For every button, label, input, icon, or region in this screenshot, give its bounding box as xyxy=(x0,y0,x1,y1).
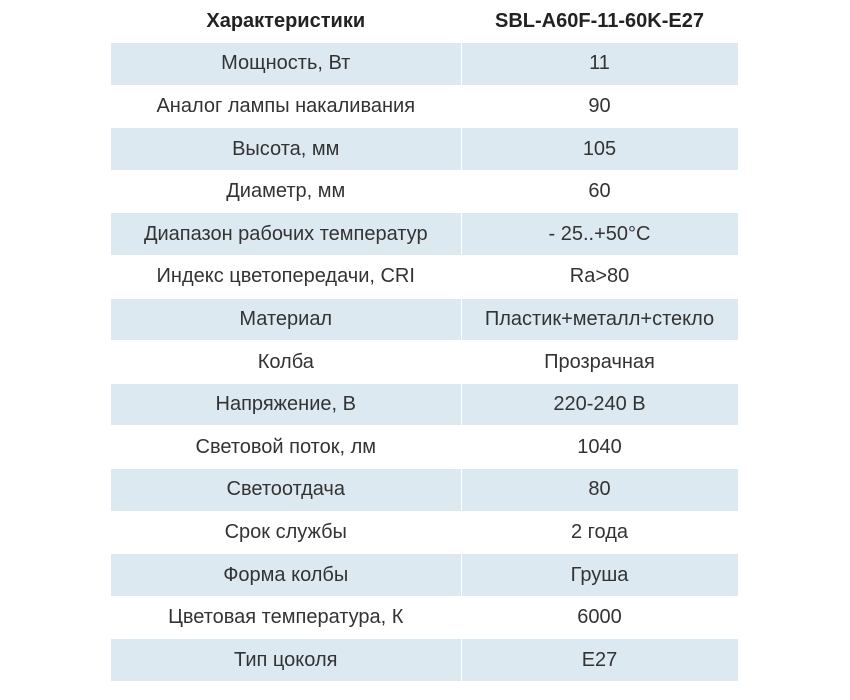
spec-name-cell: Диапазон рабочих температур xyxy=(111,213,461,256)
table-row xyxy=(111,554,738,597)
table-row xyxy=(111,639,738,682)
spec-value-cell: Прозрачная xyxy=(461,341,738,384)
table-row xyxy=(111,341,738,384)
spec-name-cell: Тип цоколя xyxy=(111,639,461,682)
spec-name-cell: Световой поток, лм xyxy=(111,426,461,469)
specifications-table xyxy=(111,0,739,682)
table-row xyxy=(111,426,738,469)
table-row xyxy=(111,43,738,86)
header-characteristics: Характеристики xyxy=(111,0,461,43)
spec-value-cell: Груша xyxy=(461,554,738,597)
table-row xyxy=(111,128,738,171)
spec-name-cell: Индекс цветопередачи, CRI xyxy=(111,256,461,299)
spec-value-cell: - 25..+50°C xyxy=(461,213,738,256)
spec-value-cell: 2 года xyxy=(461,511,738,554)
table-row xyxy=(111,469,738,512)
table-row xyxy=(111,256,738,299)
table-row xyxy=(111,85,738,128)
spec-value-cell: 220-240 В xyxy=(461,383,738,426)
spec-name-cell: Материал xyxy=(111,298,461,341)
table-row xyxy=(111,213,738,256)
spec-name-cell: Аналог лампы накаливания xyxy=(111,85,461,128)
table-row xyxy=(111,383,738,426)
spec-value-cell: Пластик+металл+стекло xyxy=(461,298,738,341)
spec-name-cell: Высота, мм xyxy=(111,128,461,171)
spec-value-cell: Ra>80 xyxy=(461,256,738,299)
header-model: SBL-A60F-11-60K-E27 xyxy=(461,0,738,43)
spec-value-cell: 90 xyxy=(461,85,738,128)
spec-value-cell: 11 xyxy=(461,43,738,86)
specifications-table-body xyxy=(111,0,738,682)
spec-value-cell: E27 xyxy=(461,639,738,682)
spec-name-cell: Срок службы xyxy=(111,511,461,554)
spec-value-cell: 105 xyxy=(461,128,738,171)
table-row xyxy=(111,596,738,639)
spec-name-cell: Цветовая температура, К xyxy=(111,596,461,639)
spec-name-cell: Мощность, Вт xyxy=(111,43,461,86)
spec-value-cell: 6000 xyxy=(461,596,738,639)
spec-name-cell: Напряжение, В xyxy=(111,383,461,426)
spec-name-cell: Светоотдача xyxy=(111,469,461,512)
table-header-row xyxy=(111,0,738,43)
spec-name-cell: Диаметр, мм xyxy=(111,170,461,213)
spec-value-cell: 1040 xyxy=(461,426,738,469)
spec-name-cell: Форма колбы xyxy=(111,554,461,597)
table-row xyxy=(111,170,738,213)
table-row xyxy=(111,298,738,341)
table-row xyxy=(111,511,738,554)
spec-value-cell: 60 xyxy=(461,170,738,213)
spec-value-cell: 80 xyxy=(461,469,738,512)
spec-name-cell: Колба xyxy=(111,341,461,384)
